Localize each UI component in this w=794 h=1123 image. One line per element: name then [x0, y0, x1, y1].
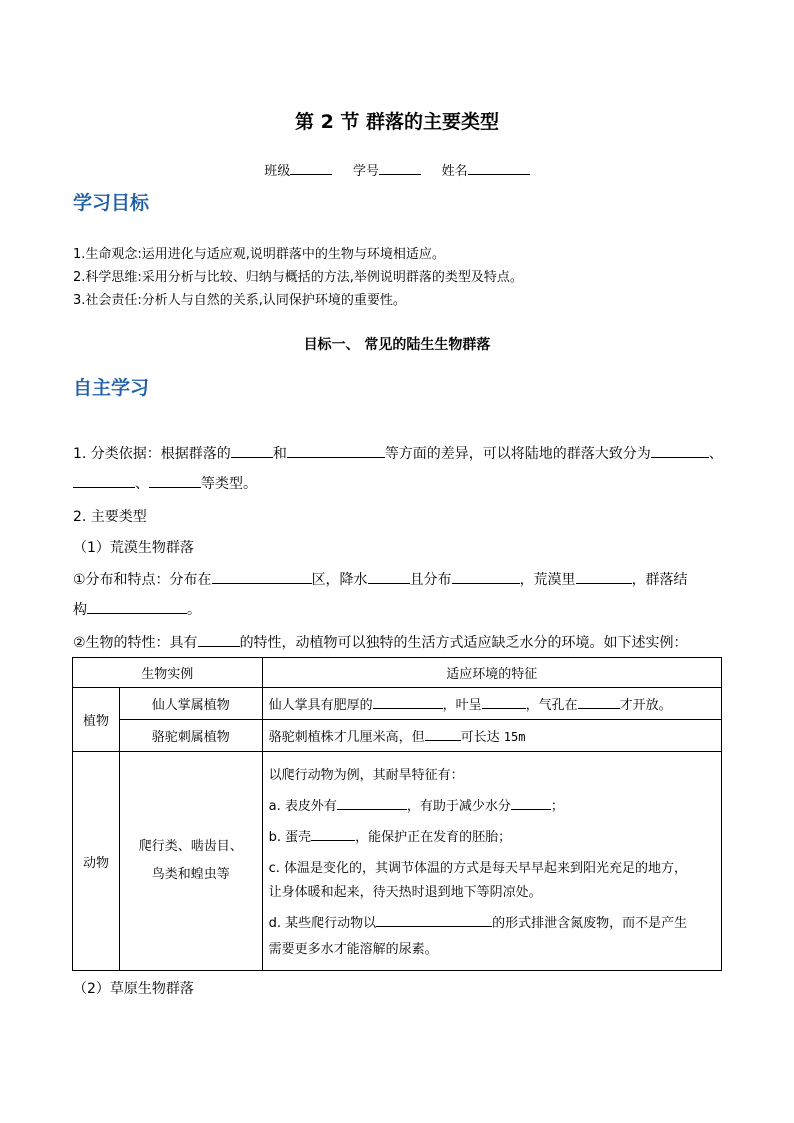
- number-blank[interactable]: [379, 162, 421, 175]
- blank[interactable]: [311, 826, 355, 841]
- blank[interactable]: [511, 795, 551, 810]
- blank[interactable]: [149, 473, 201, 488]
- animal-types-cell: 爬行类、啮齿目、 鸟类和蝗虫等: [120, 752, 263, 971]
- animal-features: 以爬行动物为例，其耐旱特征有： a. 表皮外有 ，有助于减少水分 ； b. 蛋壳 ，能保护正在发育的胚胎； c. 体温是变化的，其调节体温的方式是每天早早起来到阳光充足的地方， 让身体暖和起来，待天热时退到地下等阴凉处。 d. 某些爬行动物以 的形式排泄含氮废物，而不是产生 需要更多水才能溶解的尿素。: [262, 752, 721, 971]
- name-label: 姓名: [441, 164, 468, 179]
- blank[interactable]: [368, 569, 410, 584]
- student-info-line: [0, 160, 794, 179]
- blank[interactable]: [482, 694, 526, 709]
- camelthorn-feature: 骆驼刺植株才几厘米高，但 可长达 15m: [262, 720, 721, 752]
- question-2: 2. 主要类型: [73, 509, 147, 525]
- self-study-heading: 自主学习: [73, 377, 150, 399]
- cactus-cell: 仙人掌属植物: [120, 688, 263, 720]
- table-header: 适应环境的特征: [262, 658, 721, 688]
- blank[interactable]: [452, 569, 520, 584]
- blank[interactable]: [198, 632, 240, 647]
- desert-title: （1）荒漠生物群落: [73, 540, 194, 556]
- blank[interactable]: [373, 694, 443, 709]
- blank[interactable]: [578, 694, 620, 709]
- page-title: 第 2 节 群落的主要类型: [294, 111, 500, 133]
- traits-text: ②生物的特性：具有 的特性，动植物可以独特的生活方式适应缺乏水分的环境。如下述实例：: [73, 628, 728, 658]
- blank[interactable]: [212, 569, 312, 584]
- table-header: 生物实例: [73, 658, 263, 688]
- objective-item: 1.生命观念:运用进化与适应观,说明群落中的生物与环境相适应。: [73, 247, 445, 262]
- category-animal: 动物: [73, 752, 120, 971]
- camelthorn-cell: 骆驼刺属植物: [120, 720, 263, 752]
- blank[interactable]: [87, 599, 187, 614]
- adaptation-table: [72, 657, 722, 971]
- grassland-title: （2）草原生物群落: [73, 981, 194, 997]
- blank[interactable]: [376, 912, 492, 927]
- blank[interactable]: [337, 795, 407, 810]
- objectives-heading: 学习目标: [73, 192, 150, 214]
- blank[interactable]: [231, 443, 273, 458]
- name-blank[interactable]: [468, 162, 530, 175]
- blank[interactable]: [425, 726, 461, 741]
- objective-item: 3.社会责任:分析人与自然的关系,认同保护环境的重要性。: [73, 293, 406, 308]
- category-plant: 植物: [73, 688, 120, 752]
- cactus-feature: 仙人掌具有肥厚的 ，叶呈 ，气孔在 才开放。: [262, 688, 721, 720]
- blank[interactable]: [287, 443, 385, 458]
- distribution-text: ①分布和特点：分布在 区，降水 且分布 ，荒漠里 ，群落结 构 。: [73, 565, 728, 625]
- goal-title: 目标一、 常见的陆生生物群落: [303, 337, 491, 353]
- objective-item: 2.科学思维:采用分析与比较、归纳与概括的方法,举例说明群落的类型及特点。: [73, 270, 523, 285]
- class-blank[interactable]: [290, 162, 332, 175]
- number-label: 学号: [352, 164, 379, 179]
- class-label: 班级: [264, 164, 291, 179]
- question-1: 1. 分类依据：根据群落的 和 等方面的差异，可以将陆地的群落大致分为 、 、 等类型。: [73, 439, 728, 499]
- blank[interactable]: [576, 569, 632, 584]
- blank[interactable]: [73, 473, 135, 488]
- blank[interactable]: [651, 443, 709, 458]
